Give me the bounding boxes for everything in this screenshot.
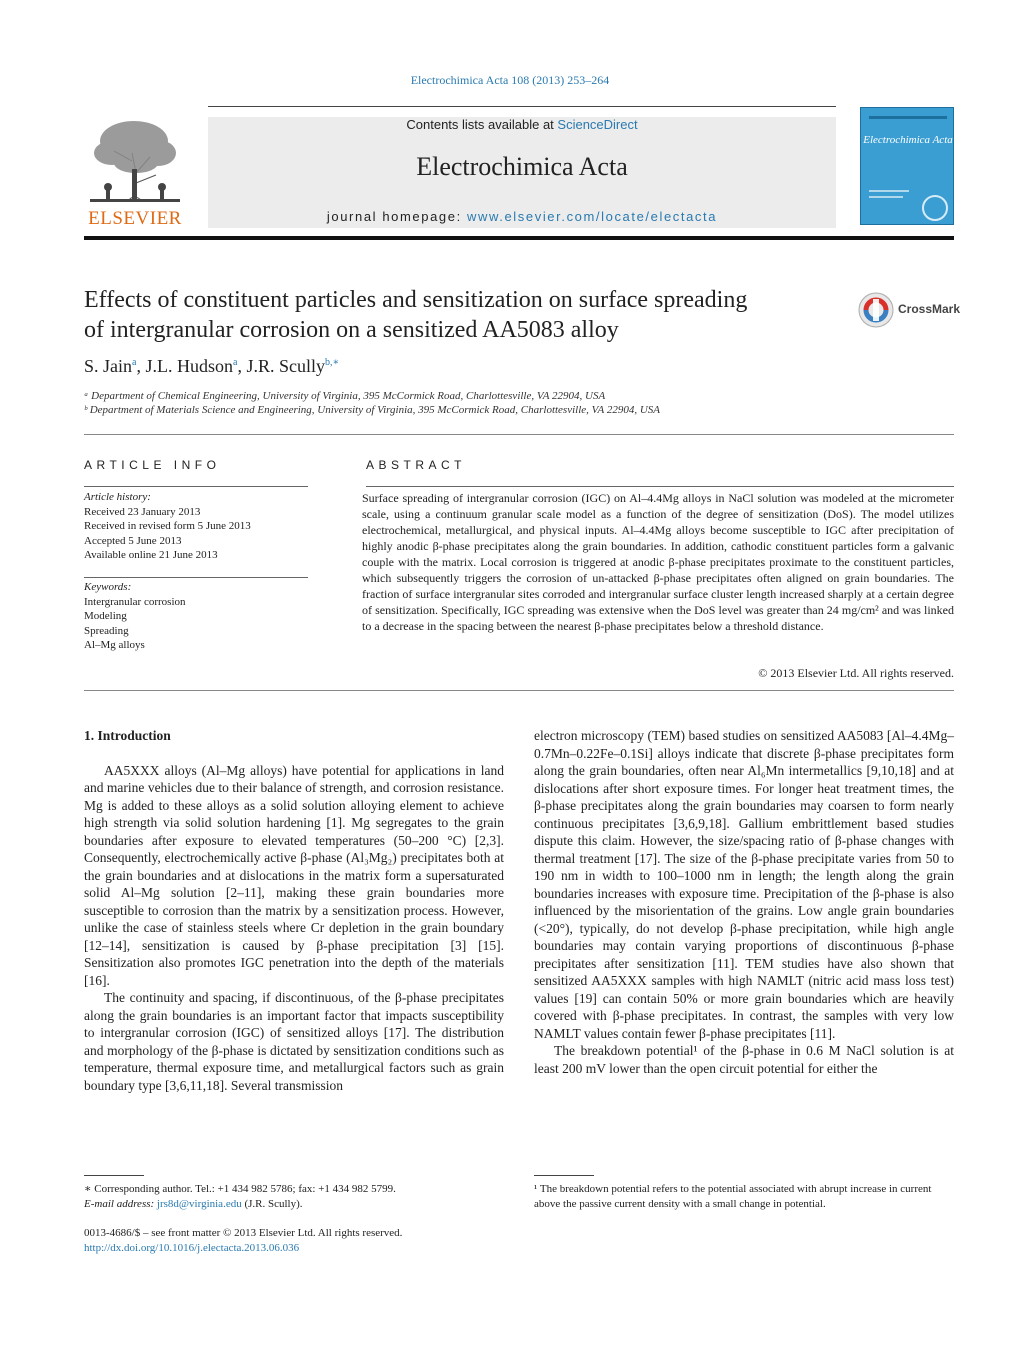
crossmark-label: CrossMark [898, 302, 961, 316]
history-item: Accepted 5 June 2013 [84, 534, 182, 547]
header-thick-rule [84, 236, 954, 240]
homepage-link[interactable]: www.elsevier.com/locate/electacta [467, 209, 718, 224]
body-column-left [84, 727, 504, 1094]
keywords [84, 580, 186, 653]
body-paragraph: electron microscopy (TEM) based studies on sensitized AA5083 [Al–4.4Mg–0.7Mn–0.22Fe–0.1Si] alloys indicate that discrete β-phase precipitates form along the grain boundaries, often near Al₆Mn intermetallics [9,10,18] and at dislocations after short exposure times. For longer heat treatment times, the β-phase precipitates along the grain boundaries may coarsen to form nearly continuous precipitates [3,6,9,18]. Gallium embrittlement based studies dispute this claim. However, the size/spacing ratio of β-phase changes with thermal treatment [17]. The size of the β-phase precipitate varies from 50 to 190 nm in width to 100–1000 nm in length; the length along the grain boundaries increases with exposure time. Precipitation of the β-phase is also influenced by the misorientation of the grains. Low angle grain boundaries (<20°), typically, do not develop β-phase precipitation, while high angle boundaries may contain varying proportions of discontinuous β-phase precipitates after sensitization [11]. TEM studies have also shown that sensitized AA5XXX samples with high NAMLT (nitric acid mass loss test) values [19] can contain 50% or more grain boundaries which are heavily covered with β-phase precipitates. In contrast, the samples with very low NAMLT values contain fewer β-phase precipitates [11]. [534, 728, 954, 1041]
keyword-item: Modeling [84, 610, 127, 622]
footnote-1: ¹ The breakdown potential refers to the potential associated with abrupt increase in current above the passive current density with a small change in potential. [534, 1183, 932, 1210]
email-line [84, 1197, 504, 1212]
introduction-heading: 1. Introduction [84, 728, 171, 743]
sciencedirect-link[interactable]: ScienceDirect [557, 117, 638, 132]
body-column-right [534, 727, 954, 1077]
homepage-prefix: journal homepage: [326, 209, 468, 224]
author-list: S. Jain$^a$, J.L. Hudson$^a$, J.R. Scully$^{b,∗}$ [84, 356, 340, 376]
email-label: E-mail address: [84, 1197, 157, 1210]
cover-decoration [861, 108, 954, 225]
author-affiliation-mark[interactable]: b,∗ [324, 357, 340, 368]
keywords-rule [84, 577, 308, 578]
header-top-rule [208, 106, 836, 107]
journal-name: Electrochimica Acta [416, 152, 628, 181]
keywords-label: Keywords: [84, 581, 132, 593]
body-paragraph: The continuity and spacing, if discontinuous, of the β-phase precipitates along the grain boundaries is an important factor that impacts susceptibility to intergranular corrosion (IGC) of sensitized alloys [17]. The distribution and morphology of the β-phase is dictated by sensitization conditions such as temperature, thermal exposure time, and metallurgical factors such as grain boundary type [3,6,11,18]. Several transmission [84, 990, 504, 1093]
issn-line: 0013-4686/$ – see front matter © 2013 Elsevier Ltd. All rights reserved. [84, 1227, 403, 1239]
footnote-rule [84, 1175, 144, 1176]
affiliation-a: ᵃ Department of Chemical Engineering, University of Virginia, 395 McCormick Road, Charlottesville, VA 22904, USA [84, 390, 606, 402]
journal-cover-thumbnail[interactable] [860, 107, 954, 225]
section-divider [84, 434, 954, 435]
article-title-line1: Effects of constituent particles and sensitization on surface spreading [84, 287, 748, 313]
abstract-text: Surface spreading of intergranular corrosion (IGC) on Al–4.4Mg alloys in NaCl solution was modeled at the micrometer scale, using a continuum granular scale model as a function of the degree of sensitization (DoS). The model utilizes electrochemical, metallurgical, and physical inputs. Al–4.4Mg alloys become susceptible to IGC after precipitation of highly anodic β-phase precipitates along the grain boundaries. In addition, cathodic constituent particles form a galvanic couple with the matrix. Local corrosion is triggered at anodic β-phase precipitates proximate to the constituent particles, which subsequently triggers the corrosion of un-attacked β-phase precipitates often aligned on grain boundaries. The fraction of surface intergranular sites corroded and intergranular surface cluster length increased sharply at a certain degree of sensitization. Specifically, IGC spreading was extensive when the DoS level was greater than 24 mg/cm² and was linked to a decrease in the spacing between the nearest β-phase precipitates below a threshold distance. [362, 491, 954, 633]
author-affiliation-mark[interactable]: a [132, 357, 137, 368]
contents-line [208, 117, 836, 132]
keyword-item: Intergranular corrosion [84, 595, 186, 608]
author-affiliation-mark[interactable]: a [232, 357, 238, 368]
keyword-item: Spreading [84, 624, 129, 637]
doi-link[interactable]: http://dx.doi.org/10.1016/j.electacta.2013.06.036 [84, 1241, 300, 1254]
article-info-heading: ARTICLE INFO [84, 458, 221, 472]
article-title-line2: of intergranular corrosion on a sensitized AA5083 alloy [84, 317, 619, 343]
article-history [84, 490, 251, 563]
author-name[interactable]: J.L. Hudson [145, 356, 233, 376]
author-name[interactable]: J.R. Scully [246, 356, 325, 376]
corresponding-author-note [84, 1182, 504, 1211]
elsevier-wordmark: ELSEVIER [88, 208, 182, 229]
email-link[interactable]: jrs8d@virginia.edu [156, 1197, 242, 1210]
article-info-rule [84, 486, 308, 487]
affiliation-b: ᵇ Department of Materials Science and Engineering, University of Virginia, 395 McCormick Road, Charlottesville, VA 22904, USA [84, 404, 660, 416]
contents-prefix: Contents lists available at [406, 117, 558, 132]
email-suffix: (J.R. Scully). [241, 1197, 303, 1210]
author-name[interactable]: S. Jain [84, 356, 133, 376]
history-label: Article history: [84, 491, 151, 503]
copyright-line: © 2013 Elsevier Ltd. All rights reserved. [758, 666, 954, 680]
keyword-item: Al–Mg alloys [84, 639, 145, 651]
abstract-heading: ABSTRACT [366, 458, 467, 472]
abstract-bottom-rule [84, 690, 954, 691]
footnote-rule [534, 1175, 594, 1176]
history-item: Received in revised form 5 June 2013 [84, 520, 251, 532]
corresponding-author: ∗ Corresponding author. Tel.: +1 434 982 5786; fax: +1 434 982 5799. [84, 1183, 396, 1195]
issn-block [84, 1226, 504, 1255]
history-item: Received 23 January 2013 [84, 505, 201, 518]
journal-citation[interactable]: Electrochimica Acta 108 (2013) 253–264 [410, 73, 610, 87]
body-paragraph: The breakdown potential¹ of the β-phase in 0.6 M NaCl solution is at least 200 mV lower than the open circuit potential for either the [534, 1043, 954, 1076]
abstract-rule [366, 486, 954, 487]
cover-title: Electrochimica Acta [863, 134, 953, 146]
article-title [84, 285, 844, 345]
history-item: Available online 21 June 2013 [84, 549, 218, 561]
homepage-line [208, 209, 836, 224]
body-paragraph: AA5XXX alloys (Al–Mg alloys) have potential for applications in land and marine vehicles due to their balance of strength, and corrosion resistance. Mg is added to these alloys as a solid solution alloying element to achieve high strength via solid solution hardening [1]. Mg segregates to the grain boundaries after exposure to elevated temperatures (50–200 °C) [2,3]. Consequently, electrochemically active β-phase (Al₃Mg₂) precipitates both at the grain boundaries and at dislocations in the matrix form a supersaturated solid Al–Mg solution [2–11], making these grain boundaries more susceptible to corrosion than the matrix by a sensitization process. However, unlike the case of stainless steels where Cr depletion in the grain boundary [12–14], sensitization is caused by β-phase precipitation [3] [15]. Sensitization also promotes IGC penetration into the depth of the materials [16]. [84, 762, 504, 988]
